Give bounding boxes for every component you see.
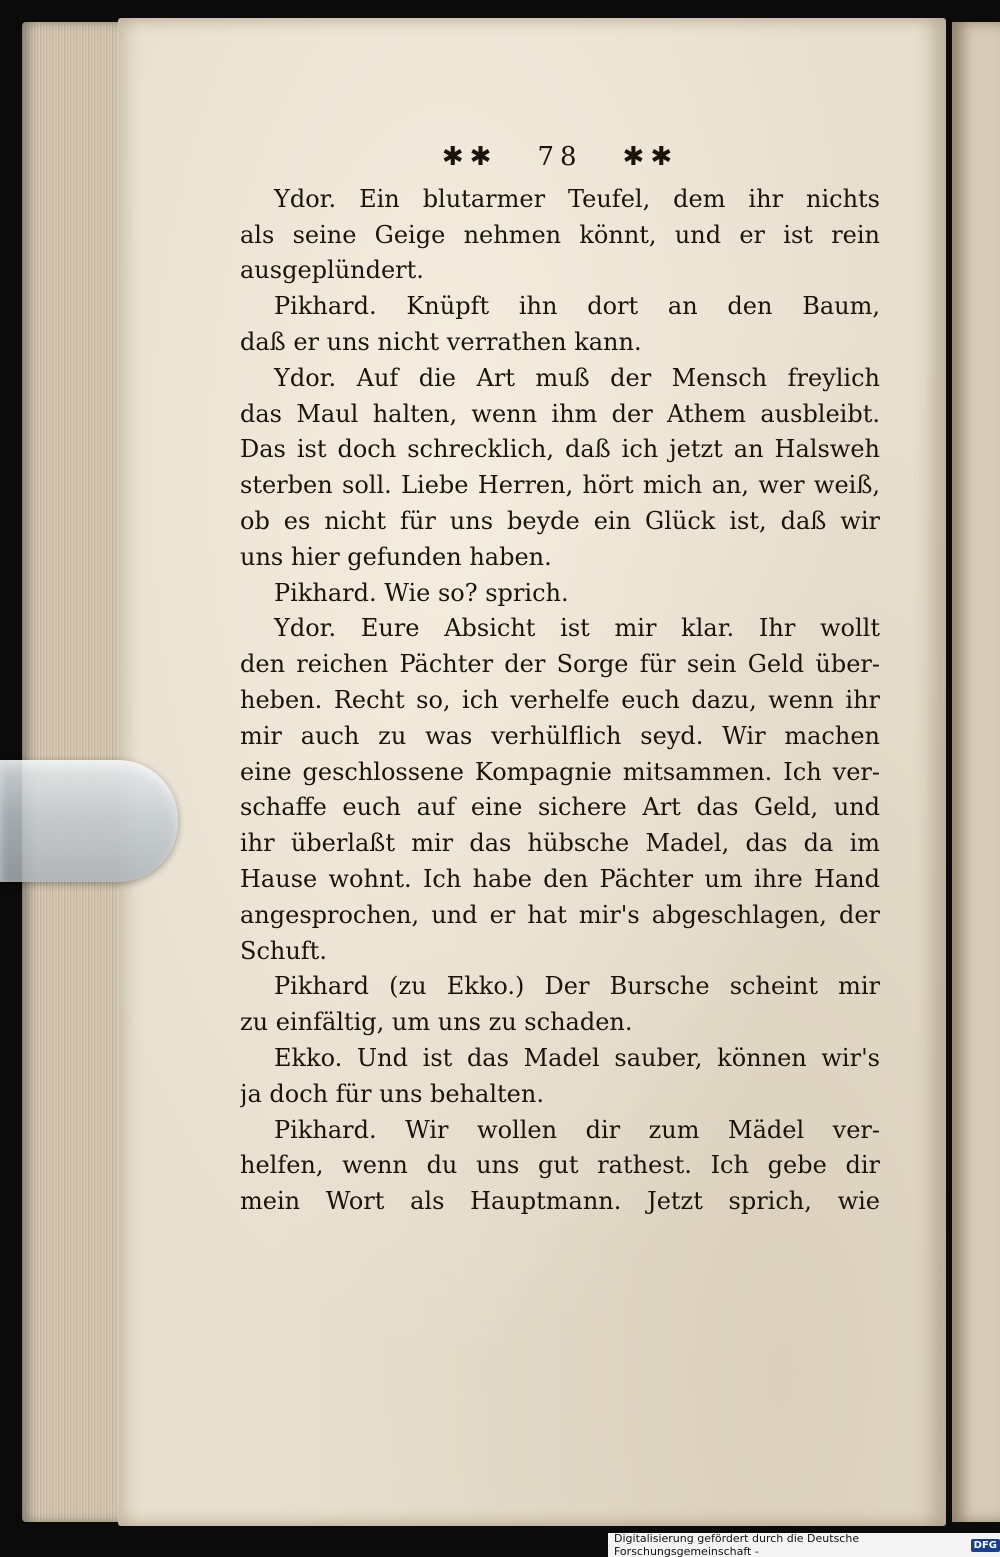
text-line: ja doch für uns behalten. (240, 1079, 544, 1108)
text-line: Ydor. Eure Absicht ist mir klar. Ihr wollt (274, 614, 880, 643)
text-line: ob es nicht für uns beyde ein Glück ist, daß wir (240, 506, 880, 535)
text-line: schaffe euch auf eine sichere Art das Geld, und (240, 793, 880, 822)
page-header (240, 140, 880, 176)
text-line: sterben soll. Liebe Herren, hört mich an, wer weiß, (240, 471, 880, 500)
page-text-block (240, 140, 880, 1220)
dfg-logo-icon: DFG (971, 1539, 1000, 1552)
text-line: Pikhard (zu Ekko.) Der Bursche scheint mir (274, 972, 880, 1001)
glass-page-holder (0, 760, 178, 882)
text-line: Ydor. Ein blutarmer Teufel, dem ihr nichts (274, 184, 880, 213)
text-lines (240, 182, 880, 1220)
text-line: Schuft. (240, 936, 327, 965)
page-number: 78 (537, 142, 583, 172)
text-line: helfen, wenn du uns gut rathest. Ich gebe dir (240, 1151, 880, 1180)
text-line: daß er uns nicht verrathen kann. (240, 327, 642, 356)
text-line: Hause wohnt. Ich habe den Pächter um ihre Hand (240, 864, 880, 893)
text-line: zu einfältig, um uns zu schaden. (240, 1008, 633, 1037)
text-line: den reichen Pächter der Sorge für sein Geld über- (240, 650, 880, 679)
text-line: Pikhard. Wir wollen dir zum Mädel ver- (274, 1115, 880, 1144)
text-line: uns hier gefunden haben. (240, 542, 552, 571)
text-line: heben. Recht so, ich verhelfe euch dazu, wenn ihr (240, 685, 880, 714)
digitization-footer (608, 1533, 1000, 1557)
text-line: Pikhard. Wie so? sprich. (274, 578, 569, 607)
text-line: das Maul halten, wenn ihm der Athem ausbleibt. (240, 399, 880, 428)
text-line: Ydor. Auf die Art muß der Mensch freylich (274, 363, 880, 392)
text-line: ihr überlaßt mir das hübsche Madel, das da im (240, 829, 880, 858)
text-line: Ekko. Und ist das Madel sauber, können wir's (274, 1043, 880, 1072)
header-ornament-right: ✱✱ (622, 142, 679, 172)
facing-page-edge (952, 22, 1000, 1522)
footer-credit: Digitalisierung gefördert durch die Deutsche Forschungsgemeinschaft - (614, 1532, 860, 1557)
text-line: Das ist doch schrecklich, daß ich jetzt an Halsweh (240, 435, 880, 464)
text-line: Pikhard. Knüpft ihn dort an den Baum, (274, 292, 880, 321)
header-ornament-left: ✱✱ (441, 142, 498, 172)
text-line: als seine Geige nehmen könnt, und er ist rein (240, 220, 880, 249)
text-line: angesprochen, und er hat mir's abgeschlagen, der (240, 900, 880, 929)
text-line: eine geschlossene Kompagnie mitsammen. Ich ver- (240, 757, 880, 786)
text-line: ausgeplündert. (240, 256, 424, 285)
text-line: mir auch zu was verhülflich seyd. Wir machen (240, 721, 880, 750)
text-line: mein Wort als Hauptmann. Jetzt sprich, wie (240, 1187, 880, 1216)
